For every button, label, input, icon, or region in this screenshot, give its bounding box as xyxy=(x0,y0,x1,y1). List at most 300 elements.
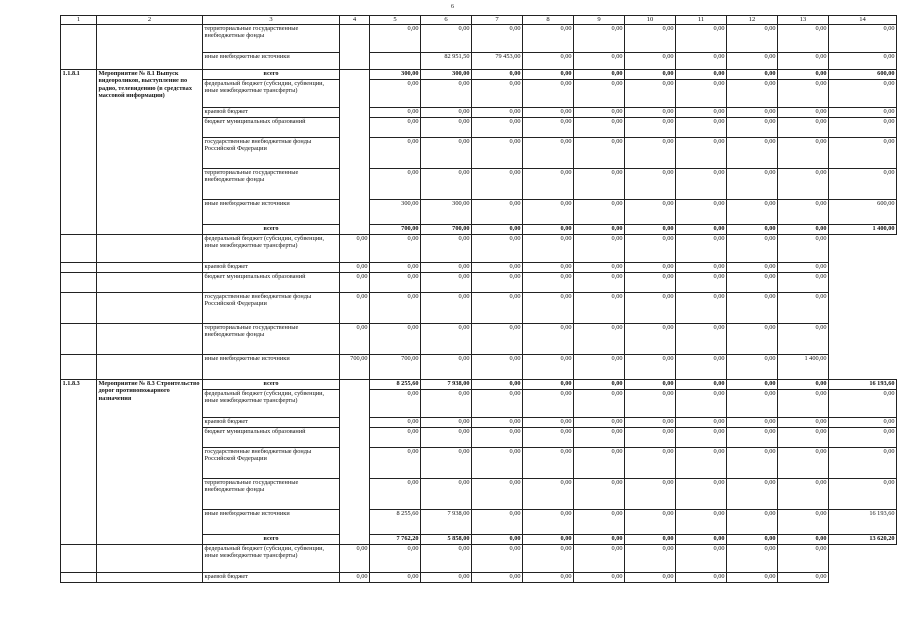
amount-cell: 0,00 xyxy=(523,80,574,108)
amount-cell: 0,00 xyxy=(676,428,727,448)
amount-cell: 0,00 xyxy=(727,80,778,108)
amount-cell: 0,00 xyxy=(574,428,625,448)
amount-cell: 0,00 xyxy=(625,510,676,535)
amount-cell: 0,00 xyxy=(727,573,778,583)
amount-cell: 0,00 xyxy=(727,418,778,428)
amount-cell: 0,00 xyxy=(574,324,625,355)
amount-cell: 0,00 xyxy=(676,53,727,70)
table-row-total xyxy=(61,70,897,80)
amount-cell: 0,00 xyxy=(727,53,778,70)
amount-cell: 0,00 xyxy=(472,235,523,263)
amount-cell: 0,00 xyxy=(625,448,676,479)
amount-cell: 1 400,00 xyxy=(829,225,897,235)
amount-cell: 0,00 xyxy=(472,200,523,225)
amount-cell: 0,00 xyxy=(574,448,625,479)
amount-cell: 0,00 xyxy=(472,428,523,448)
amount-cell: 1 400,00 xyxy=(778,355,829,380)
amount-cell: 0,00 xyxy=(625,80,676,108)
amount-cell: 0,00 xyxy=(778,200,829,225)
funding-source: иные внебюджетные источники xyxy=(203,355,340,380)
funding-source: территориальные государственные внебюджетные фонды xyxy=(203,169,340,200)
amount-cell: 0,00 xyxy=(523,428,574,448)
amount-cell: 0,00 xyxy=(625,235,676,263)
amount-cell: 0,00 xyxy=(574,80,625,108)
amount-cell: 0,00 xyxy=(370,25,421,53)
funding-source: иные внебюджетные источники xyxy=(203,200,340,225)
amount-cell: 0,00 xyxy=(727,108,778,118)
amount-cell: 0,00 xyxy=(676,448,727,479)
funding-source: краевой бюджет xyxy=(203,263,340,273)
amount-cell: 0,00 xyxy=(778,448,829,479)
amount-cell: 0,00 xyxy=(625,263,676,273)
funding-source: федеральный бюджет (субсидии, субвенции, иные межбюджетные трансферты) xyxy=(203,80,340,108)
amount-cell: 0,00 xyxy=(523,53,574,70)
funding-source: территориальные государственные внебюджетные фонды xyxy=(203,25,340,53)
amount-cell: 0,00 xyxy=(625,200,676,225)
amount-cell: 0,00 xyxy=(676,138,727,169)
amount-cell: 0,00 xyxy=(523,273,574,293)
measure-name xyxy=(97,355,203,380)
amount-cell: 0,00 xyxy=(370,273,421,293)
amount-cell: 0,00 xyxy=(778,428,829,448)
amount-cell: 79 453,00 xyxy=(472,53,523,70)
amount-cell: 0,00 xyxy=(676,418,727,428)
amount-cell: 0,00 xyxy=(472,573,523,583)
amount-cell: 0,00 xyxy=(778,118,829,138)
amount-cell: 0,00 xyxy=(778,70,829,80)
amount-cell: 0,00 xyxy=(727,355,778,380)
amount-cell: 0,00 xyxy=(727,118,778,138)
amount-cell: 0,00 xyxy=(472,545,523,573)
amount-cell: 0,00 xyxy=(727,510,778,535)
amount-cell: 0,00 xyxy=(523,545,574,573)
amount-cell: 0,00 xyxy=(574,108,625,118)
amount-cell: 0,00 xyxy=(472,25,523,53)
amount-cell: 0,00 xyxy=(472,324,523,355)
amount-cell: 0,00 xyxy=(523,169,574,200)
amount-cell: 0,00 xyxy=(778,80,829,108)
column-header-1: 1 xyxy=(61,16,97,25)
amount-cell: 0,00 xyxy=(676,390,727,418)
amount-cell: 0,00 xyxy=(676,545,727,573)
table-row xyxy=(61,573,897,583)
amount-cell: 0,00 xyxy=(523,380,574,390)
amount-cell: 0,00 xyxy=(625,138,676,169)
amount-cell: 0,00 xyxy=(778,390,829,418)
amount-cell: 0,00 xyxy=(421,25,472,53)
amount-cell: 0,00 xyxy=(472,263,523,273)
amount-cell: 0,00 xyxy=(829,108,897,118)
page-number: 6 xyxy=(451,4,454,10)
amount-cell: 0,00 xyxy=(829,138,897,169)
measure-name xyxy=(97,545,203,573)
amount-cell: 0,00 xyxy=(370,448,421,479)
amount-cell: 0,00 xyxy=(574,293,625,324)
amount-cell: 300,00 xyxy=(421,70,472,80)
amount-cell: 0,00 xyxy=(472,479,523,510)
amount-cell: 0,00 xyxy=(421,108,472,118)
amount-cell: 0,00 xyxy=(625,293,676,324)
amount-cell: 0,00 xyxy=(370,108,421,118)
amount-cell: 0,00 xyxy=(574,535,625,545)
amount-cell: 0,00 xyxy=(472,70,523,80)
amount-cell: 0,00 xyxy=(574,510,625,535)
amount-cell: 0,00 xyxy=(472,535,523,545)
funding-source: бюджет муниципальных образований xyxy=(203,273,340,293)
amount-cell: 0,00 xyxy=(778,25,829,53)
table-row-total xyxy=(61,380,897,390)
funding-source: краевой бюджет xyxy=(203,573,340,583)
amount-cell: 0,00 xyxy=(727,293,778,324)
measure-name xyxy=(97,25,203,70)
amount-cell: 0,00 xyxy=(370,545,421,573)
table-row xyxy=(61,545,897,573)
amount-cell: 0,00 xyxy=(523,225,574,235)
column-header-8: 8 xyxy=(523,16,574,25)
amount-cell: 300,00 xyxy=(421,200,472,225)
column-4-cell xyxy=(370,53,421,70)
amount-cell: 0,00 xyxy=(676,380,727,390)
amount-cell: 82 951,50 xyxy=(421,53,472,70)
amount-cell: 0,00 xyxy=(421,235,472,263)
amount-cell: 0,00 xyxy=(778,53,829,70)
amount-cell: 700,00 xyxy=(370,355,421,380)
column-4-cell xyxy=(340,25,370,70)
funding-source: краевой бюджет xyxy=(203,418,340,428)
amount-cell: 0,00 xyxy=(523,324,574,355)
amount-cell: 0,00 xyxy=(340,273,370,293)
amount-cell: 8 255,60 xyxy=(370,510,421,535)
amount-cell: 0,00 xyxy=(676,273,727,293)
funding-source: краевой бюджет xyxy=(203,108,340,118)
amount-cell: 0,00 xyxy=(625,390,676,418)
measure-code xyxy=(61,293,97,324)
measure-code xyxy=(61,273,97,293)
amount-cell: 0,00 xyxy=(727,235,778,263)
amount-cell: 0,00 xyxy=(523,200,574,225)
amount-cell: 7 938,00 xyxy=(421,380,472,390)
amount-cell: 0,00 xyxy=(370,293,421,324)
amount-cell: 0,00 xyxy=(523,235,574,263)
amount-cell: 0,00 xyxy=(676,70,727,80)
amount-cell: 0,00 xyxy=(370,324,421,355)
amount-cell: 0,00 xyxy=(472,169,523,200)
column-header-3: 3 xyxy=(203,16,340,25)
amount-cell: 0,00 xyxy=(676,200,727,225)
column-number-row xyxy=(61,16,897,25)
amount-cell: 0,00 xyxy=(676,169,727,200)
column-header-2: 2 xyxy=(97,16,203,25)
amount-cell: 7 762,20 xyxy=(370,535,421,545)
amount-cell: 0,00 xyxy=(574,380,625,390)
amount-cell: 600,00 xyxy=(829,200,897,225)
amount-cell: 0,00 xyxy=(574,118,625,138)
amount-cell: 0,00 xyxy=(523,510,574,535)
amount-cell: 0,00 xyxy=(778,418,829,428)
measure-name: Мероприятие № 8.1 Выпуск видеороликов, выступление по радио, телевидению (в средствах массовой информации) xyxy=(97,70,203,235)
funding-source: федеральный бюджет (субсидии, субвенции, иные межбюджетные трансферты) xyxy=(203,235,340,263)
table-row xyxy=(61,263,897,273)
amount-cell: 0,00 xyxy=(829,418,897,428)
table-row xyxy=(61,25,897,53)
amount-cell: 0,00 xyxy=(370,390,421,418)
amount-cell: 0,00 xyxy=(676,80,727,108)
amount-cell: 0,00 xyxy=(523,390,574,418)
amount-cell: 0,00 xyxy=(340,263,370,273)
amount-cell: 0,00 xyxy=(727,138,778,169)
column-4-cell xyxy=(340,380,370,545)
amount-cell: 0,00 xyxy=(676,355,727,380)
amount-cell: 0,00 xyxy=(829,169,897,200)
amount-cell: 0,00 xyxy=(676,235,727,263)
amount-cell: 0,00 xyxy=(727,390,778,418)
measure-code xyxy=(61,545,97,573)
amount-cell: 0,00 xyxy=(472,293,523,324)
amount-cell: 0,00 xyxy=(727,70,778,80)
funding-source: федеральный бюджет (субсидии, субвенции, иные межбюджетные трансферты) xyxy=(203,545,340,573)
amount-cell: 0,00 xyxy=(574,169,625,200)
amount-cell: 0,00 xyxy=(523,138,574,169)
amount-cell: 0,00 xyxy=(778,573,829,583)
amount-cell: 0,00 xyxy=(625,418,676,428)
amount-cell: 0,00 xyxy=(523,25,574,53)
amount-cell: 0,00 xyxy=(625,355,676,380)
amount-cell: 0,00 xyxy=(574,200,625,225)
amount-cell: 0,00 xyxy=(574,573,625,583)
amount-cell: 0,00 xyxy=(727,479,778,510)
amount-cell: 0,00 xyxy=(574,138,625,169)
column-header-5: 5 xyxy=(370,16,421,25)
amount-cell: 0,00 xyxy=(340,324,370,355)
amount-cell: 0,00 xyxy=(625,118,676,138)
funding-source: территориальные государственные внебюджетные фонды xyxy=(203,479,340,510)
amount-cell: 0,00 xyxy=(370,235,421,263)
amount-cell: 0,00 xyxy=(778,235,829,263)
amount-cell: 7 938,00 xyxy=(421,510,472,535)
amount-cell: 0,00 xyxy=(625,70,676,80)
amount-cell: 0,00 xyxy=(727,324,778,355)
amount-cell: 0,00 xyxy=(727,169,778,200)
amount-cell: 0,00 xyxy=(574,390,625,418)
amount-cell: 0,00 xyxy=(625,479,676,510)
measure-name xyxy=(97,263,203,273)
amount-cell: 0,00 xyxy=(778,479,829,510)
amount-cell: 0,00 xyxy=(676,573,727,583)
amount-cell: 0,00 xyxy=(676,535,727,545)
amount-cell: 0,00 xyxy=(778,293,829,324)
amount-cell: 0,00 xyxy=(523,535,574,545)
amount-cell: 0,00 xyxy=(472,355,523,380)
amount-cell: 0,00 xyxy=(370,263,421,273)
amount-cell: 0,00 xyxy=(778,108,829,118)
amount-cell: 0,00 xyxy=(370,418,421,428)
amount-cell: 0,00 xyxy=(778,545,829,573)
measure-code xyxy=(61,25,97,70)
amount-cell: 0,00 xyxy=(421,355,472,380)
amount-cell: 0,00 xyxy=(778,273,829,293)
measure-code xyxy=(61,324,97,355)
amount-cell: 0,00 xyxy=(676,263,727,273)
amount-cell: 0,00 xyxy=(778,138,829,169)
amount-cell: 0,00 xyxy=(676,479,727,510)
funding-source: государственные внебюджетные фонды Российской Федерации xyxy=(203,448,340,479)
amount-cell: 0,00 xyxy=(727,448,778,479)
amount-cell: 0,00 xyxy=(472,80,523,108)
amount-cell: 0,00 xyxy=(574,53,625,70)
measure-code: 1.1.8.1 xyxy=(61,70,97,235)
amount-cell: 0,00 xyxy=(727,428,778,448)
amount-cell: 0,00 xyxy=(625,25,676,53)
measure-name: Мероприятие № 8.3 Строительство дорог противопожарного назначения xyxy=(97,380,203,545)
column-header-11: 11 xyxy=(676,16,727,25)
amount-cell: 0,00 xyxy=(625,535,676,545)
amount-cell: 0,00 xyxy=(472,273,523,293)
amount-cell: 0,00 xyxy=(370,573,421,583)
amount-cell: 0,00 xyxy=(523,293,574,324)
amount-cell: 5 858,00 xyxy=(421,535,472,545)
funding-source: государственные внебюджетные фонды Российской Федерации xyxy=(203,293,340,324)
amount-cell: 0,00 xyxy=(727,273,778,293)
column-4-cell xyxy=(340,70,370,235)
amount-cell: 0,00 xyxy=(421,479,472,510)
amount-cell: 300,00 xyxy=(370,70,421,80)
amount-cell: 0,00 xyxy=(340,235,370,263)
amount-cell: 300,00 xyxy=(370,200,421,225)
amount-cell: 0,00 xyxy=(574,25,625,53)
amount-cell: 0,00 xyxy=(727,545,778,573)
amount-cell: 0,00 xyxy=(574,545,625,573)
amount-cell: 0,00 xyxy=(727,380,778,390)
amount-cell: 0,00 xyxy=(625,108,676,118)
measure-code xyxy=(61,573,97,583)
amount-cell: 0,00 xyxy=(676,510,727,535)
amount-cell: 0,00 xyxy=(574,70,625,80)
amount-cell: 0,00 xyxy=(574,479,625,510)
amount-cell: 0,00 xyxy=(421,293,472,324)
amount-cell: 0,00 xyxy=(829,25,897,53)
amount-cell: 0,00 xyxy=(574,263,625,273)
measure-name xyxy=(97,293,203,324)
amount-cell: 0,00 xyxy=(472,418,523,428)
amount-cell: 0,00 xyxy=(625,380,676,390)
amount-cell: 0,00 xyxy=(574,225,625,235)
amount-cell: 0,00 xyxy=(829,428,897,448)
funding-source: иные внебюджетные источники xyxy=(203,510,340,535)
amount-cell: 700,00 xyxy=(421,225,472,235)
amount-cell: 0,00 xyxy=(370,428,421,448)
amount-cell: 0,00 xyxy=(340,573,370,583)
measure-name xyxy=(97,324,203,355)
amount-cell: 0,00 xyxy=(625,545,676,573)
amount-cell: 0,00 xyxy=(421,428,472,448)
amount-cell: 0,00 xyxy=(829,390,897,418)
amount-cell: 0,00 xyxy=(472,225,523,235)
amount-cell: 0,00 xyxy=(472,510,523,535)
amount-cell: 0,00 xyxy=(829,448,897,479)
amount-cell: 0,00 xyxy=(625,273,676,293)
amount-cell: 0,00 xyxy=(421,273,472,293)
amount-cell: 0,00 xyxy=(625,573,676,583)
amount-cell: 0,00 xyxy=(370,169,421,200)
amount-cell: 0,00 xyxy=(727,263,778,273)
amount-cell: 0,00 xyxy=(676,324,727,355)
amount-cell: 0,00 xyxy=(421,448,472,479)
amount-cell: 0,00 xyxy=(340,293,370,324)
amount-cell: 0,00 xyxy=(676,25,727,53)
amount-cell: 0,00 xyxy=(523,479,574,510)
amount-cell: 0,00 xyxy=(523,70,574,80)
amount-cell: 0,00 xyxy=(625,428,676,448)
measure-code xyxy=(61,263,97,273)
amount-cell: 0,00 xyxy=(574,235,625,263)
column-header-14: 14 xyxy=(829,16,897,25)
amount-cell: 0,00 xyxy=(421,80,472,108)
amount-cell: 0,00 xyxy=(829,53,897,70)
funding-source: всего xyxy=(203,70,340,80)
amount-cell: 0,00 xyxy=(574,418,625,428)
amount-cell: 0,00 xyxy=(421,118,472,138)
amount-cell: 0,00 xyxy=(625,225,676,235)
amount-cell: 0,00 xyxy=(523,448,574,479)
amount-cell: 0,00 xyxy=(778,380,829,390)
amount-cell: 0,00 xyxy=(523,118,574,138)
table-row xyxy=(61,273,897,293)
amount-cell: 0,00 xyxy=(421,263,472,273)
amount-cell: 0,00 xyxy=(574,355,625,380)
amount-cell: 0,00 xyxy=(472,380,523,390)
funding-source: бюджет муниципальных образований xyxy=(203,118,340,138)
amount-cell: 0,00 xyxy=(829,80,897,108)
table-row xyxy=(61,355,897,380)
column-header-7: 7 xyxy=(472,16,523,25)
amount-cell: 0,00 xyxy=(625,53,676,70)
amount-cell: 0,00 xyxy=(340,545,370,573)
measure-code xyxy=(61,235,97,263)
amount-cell: 0,00 xyxy=(472,118,523,138)
amount-cell: 0,00 xyxy=(472,448,523,479)
column-header-10: 10 xyxy=(625,16,676,25)
amount-cell: 0,00 xyxy=(370,80,421,108)
amount-cell: 0,00 xyxy=(370,118,421,138)
amount-cell: 0,00 xyxy=(421,573,472,583)
amount-cell: 0,00 xyxy=(472,138,523,169)
amount-cell: 700,00 xyxy=(340,355,370,380)
amount-cell: 0,00 xyxy=(727,25,778,53)
table-row xyxy=(61,235,897,263)
funding-source: территориальные государственные внебюджетные фонды xyxy=(203,324,340,355)
amount-cell: 0,00 xyxy=(829,479,897,510)
column-header-12: 12 xyxy=(727,16,778,25)
amount-cell: 0,00 xyxy=(523,263,574,273)
amount-cell: 13 620,20 xyxy=(829,535,897,545)
table-row xyxy=(61,293,897,324)
amount-cell: 0,00 xyxy=(727,535,778,545)
amount-cell: 0,00 xyxy=(421,545,472,573)
measure-name xyxy=(97,573,203,583)
amount-cell: 0,00 xyxy=(523,108,574,118)
amount-cell: 0,00 xyxy=(727,225,778,235)
funding-source: федеральный бюджет (субсидии, субвенции, иные межбюджетные трансферты) xyxy=(203,390,340,418)
measure-name xyxy=(97,235,203,263)
amount-cell: 0,00 xyxy=(421,169,472,200)
amount-cell: 0,00 xyxy=(523,355,574,380)
amount-cell: 600,00 xyxy=(829,70,897,80)
funding-source: иные внебюджетные источники xyxy=(203,53,340,70)
amount-cell: 0,00 xyxy=(625,324,676,355)
amount-cell: 0,00 xyxy=(370,138,421,169)
column-header-9: 9 xyxy=(574,16,625,25)
amount-cell: 0,00 xyxy=(778,535,829,545)
